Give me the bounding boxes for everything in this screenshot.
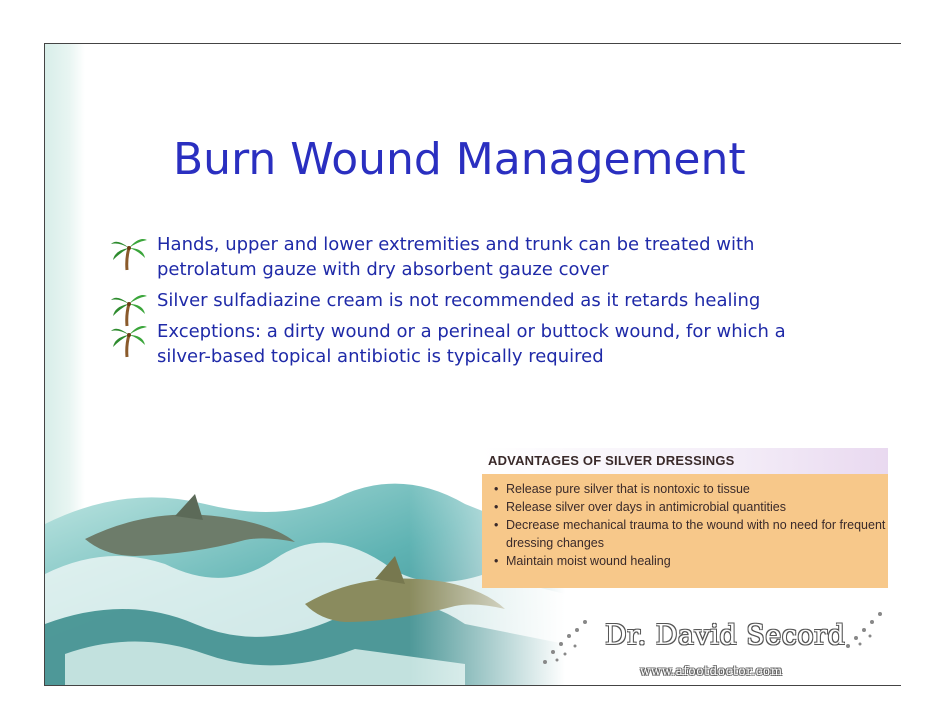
infobox-item: • Release silver over days in antimicrobial quantities [494,498,888,516]
bullet-list [115,232,815,375]
bullet-item [115,288,815,313]
infobox-list [482,480,888,570]
bullet-item [115,319,815,369]
infobox-item: • Release pure silver that is nontoxic to tissue [494,480,888,498]
bullet-text: Silver sulfadiazine cream is not recommended as it retards healing [157,290,761,311]
bullet-text: Hands, upper and lower extremities and trunk can be treated with petrolatum gauze with dry absorbent gauze cover [157,234,755,280]
signature-url: www.afootdoctor.com [640,664,783,678]
palm-tree-icon [109,232,149,272]
signature-name: Dr. David Secord [605,620,846,651]
bullet-text: Exceptions: a dirty wound or a perineal or buttock wound, for which a silver-based topical antibiotic is typically required [157,321,786,367]
slide-title: Burn Wound Management [173,134,746,185]
silver-dressings-box [482,448,888,588]
signature-block [515,602,895,685]
bullet-item [115,232,815,282]
infobox-item: • Maintain moist wound healing [494,552,888,570]
infobox-heading: ADVANTAGES OF SILVER DRESSINGS [482,448,888,474]
sparkle-icon [535,612,595,672]
infobox-item: • Decrease mechanical trauma to the wound with no need for frequent dressing changes [494,516,888,552]
sparkle-icon [840,606,890,656]
slide [44,43,901,686]
palm-tree-icon [109,319,149,359]
